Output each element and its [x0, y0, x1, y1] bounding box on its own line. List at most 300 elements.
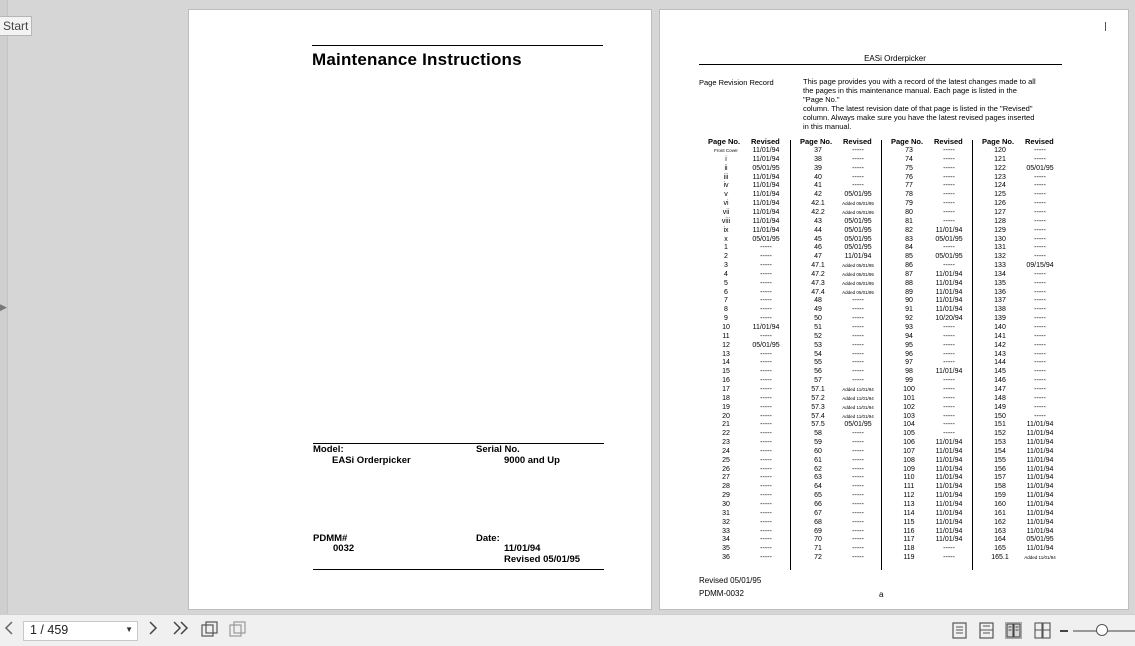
revision-date: -----	[943, 554, 955, 562]
revision-page-no: 12	[722, 341, 730, 349]
revision-date: -----	[852, 501, 864, 508]
revision-page-no: 123	[994, 173, 1006, 181]
revision-page-no: 89	[905, 288, 913, 296]
revision-page-no: 128	[994, 217, 1006, 225]
revision-page-no: 30	[722, 501, 730, 508]
revision-date: -----	[760, 421, 772, 429]
revision-date: -----	[760, 394, 772, 402]
revision-date: -----	[852, 306, 864, 314]
revision-date: -----	[1034, 182, 1046, 190]
description-line: in this manual.	[803, 121, 852, 131]
revision-page-no: 132	[994, 253, 1006, 261]
revision-date: -----	[943, 332, 955, 340]
revision-page-no: 1	[724, 244, 728, 252]
revision-date: -----	[760, 288, 772, 296]
page-number-select[interactable]	[23, 621, 138, 641]
revision-page-no: ix	[723, 226, 729, 234]
revision-page-no: 107	[903, 447, 915, 455]
pdmm-label: PDMM#	[313, 533, 348, 544]
revision-date: -----	[943, 244, 955, 252]
revision-page-no: 97	[905, 359, 913, 367]
revision-date: -----	[852, 173, 864, 181]
revision-page-no: 52	[814, 332, 822, 340]
start-tab[interactable]: Start	[0, 16, 32, 36]
revision-date: -----	[760, 244, 772, 252]
revision-date: -----	[852, 439, 864, 447]
revision-date: -----	[760, 509, 772, 517]
revision-page-no: 75	[905, 164, 913, 172]
revision-page-no: 57.1	[811, 385, 825, 393]
revision-page-no: 124	[994, 182, 1006, 190]
revision-page-no: 145	[994, 368, 1006, 376]
revision-date: -----	[852, 164, 864, 172]
column-header-revised: Revised	[934, 137, 963, 146]
revision-date: -----	[943, 421, 955, 429]
revision-page-no: 85	[905, 253, 913, 261]
revision-page-no: 86	[905, 262, 913, 270]
revision-date: -----	[1034, 403, 1046, 411]
revision-page-no: 109	[903, 465, 915, 473]
revision-page-no: 119	[903, 554, 915, 562]
revision-page-no: 47	[814, 253, 822, 261]
revision-page-no: 95	[905, 341, 913, 349]
date-label: Date:	[476, 533, 500, 544]
revision-page-no: 159	[994, 492, 1006, 500]
revision-date: -----	[760, 279, 772, 287]
revision-date: 09/15/94	[1026, 262, 1054, 270]
revision-date: Added 11/01/94	[842, 386, 874, 392]
revision-page-no: 99	[905, 377, 913, 385]
revision-date: -----	[943, 208, 955, 216]
revision-page-no: 69	[814, 527, 822, 535]
document-page-right	[659, 9, 1129, 610]
revision-date: Added 11/01/94	[1024, 555, 1056, 561]
revision-page-no: 41	[814, 182, 822, 190]
revision-page-no: 42.2	[811, 208, 825, 216]
revision-page-no: 140	[994, 324, 1006, 331]
revision-date: 05/01/95	[844, 235, 872, 243]
chevron-left-icon[interactable]	[2, 621, 16, 641]
revision-date: -----	[760, 474, 772, 482]
revision-page-no: 13	[722, 350, 730, 358]
revision-date: -----	[943, 173, 955, 181]
revision-date: -----	[943, 430, 955, 438]
revision-date: 11/01/94	[935, 474, 963, 482]
revision-page-no: iv	[723, 182, 729, 190]
revision-page-no: 68	[814, 518, 822, 526]
revision-date: -----	[852, 368, 864, 376]
title-rule	[312, 45, 603, 46]
revision-page-no: 81	[905, 217, 913, 225]
revision-page-no: 94	[905, 332, 913, 340]
revision-date: -----	[1034, 368, 1046, 376]
revision-page-no: 90	[905, 297, 913, 305]
serial-value: 9000 and Up	[504, 455, 560, 466]
revision-date: 11/01/94	[935, 509, 963, 517]
single-page-view-icon[interactable]	[951, 622, 968, 639]
revision-date: 11/01/94	[1026, 545, 1054, 553]
revision-page-no: 20	[722, 412, 730, 420]
revision-date: -----	[943, 394, 955, 402]
zoom-slider-handle[interactable]	[1096, 624, 1108, 636]
revision-date: 11/01/94	[752, 200, 780, 208]
revision-page-no: 76	[905, 173, 913, 181]
revision-page-no: 56	[814, 368, 822, 376]
revision-page-no: 136	[994, 288, 1006, 296]
revision-page-no: 149	[994, 403, 1006, 411]
revision-date: -----	[943, 217, 955, 225]
revision-page-no: Front Cover	[714, 148, 738, 153]
revision-page-no: 74	[905, 155, 913, 163]
revision-date: 11/01/94	[1026, 492, 1054, 500]
revision-date: -----	[760, 447, 772, 455]
revision-date: -----	[1034, 297, 1046, 305]
revision-date: -----	[1034, 173, 1046, 181]
revision-page-no: 26	[722, 465, 730, 473]
revision-date: 05/01/95	[1026, 164, 1054, 172]
revision-date: -----	[943, 377, 955, 385]
revision-date: 11/01/94	[1026, 421, 1054, 429]
revision-date: -----	[943, 350, 955, 358]
revision-date: -----	[852, 447, 864, 455]
revision-date: -----	[943, 385, 955, 393]
revision-date: -----	[760, 465, 772, 473]
revision-page-no: 161	[994, 509, 1006, 517]
revision-page-no: 137	[994, 297, 1006, 305]
revision-date: -----	[852, 456, 864, 464]
revision-page-no: 58	[814, 430, 822, 438]
chevron-right-icon[interactable]	[146, 621, 160, 641]
revision-page-no: 147	[994, 385, 1006, 393]
revision-date: 05/01/95	[752, 341, 780, 349]
revision-date: -----	[852, 315, 864, 323]
revision-date: 11/01/94	[935, 483, 963, 491]
revision-date: 11/01/94	[935, 279, 963, 287]
revision-date: 11/01/94	[1026, 509, 1054, 517]
chevron-down-icon[interactable]: ▼	[125, 625, 133, 634]
revision-date: -----	[943, 341, 955, 349]
revision-date: Added 11/01/94	[842, 395, 874, 401]
revision-date: 11/01/94	[935, 270, 963, 278]
revision-page-no: v	[724, 191, 728, 199]
revision-page-no: 156	[994, 465, 1006, 473]
revision-page-no: 14	[722, 359, 730, 367]
revision-page-no: 150	[994, 412, 1006, 420]
revision-page-no: 70	[814, 536, 822, 544]
revision-date: 05/01/95	[752, 235, 780, 243]
revision-page-no: 165.1	[991, 554, 1009, 562]
revision-date: -----	[943, 191, 955, 199]
revision-date: -----	[1034, 332, 1046, 340]
model-rule	[313, 443, 604, 444]
continuous-view-icon[interactable]	[978, 622, 995, 639]
revision-date: 11/01/94	[935, 492, 963, 500]
revision-page-no: 17	[722, 385, 730, 393]
record-description	[803, 78, 1065, 131]
revision-date: 11/01/94	[844, 253, 872, 261]
revision-page-no: 51	[814, 324, 822, 331]
revision-page-no: 135	[994, 279, 1006, 287]
revision-page-no: 125	[994, 191, 1006, 199]
revision-page-no: 87	[905, 270, 913, 278]
revision-date: -----	[852, 377, 864, 385]
revision-date: -----	[1034, 359, 1046, 367]
revision-page-no: 148	[994, 394, 1006, 402]
revision-page-no: 45	[814, 235, 822, 243]
revision-date: -----	[852, 509, 864, 517]
revision-page-no: 152	[994, 430, 1006, 438]
revision-page-no: 117	[903, 536, 915, 544]
revision-date: -----	[760, 483, 772, 491]
revision-page-no: 153	[994, 439, 1006, 447]
column-header-page-no: Page No.	[800, 137, 833, 146]
revision-date: Added 05/01/95	[842, 271, 874, 277]
revision-date: -----	[943, 200, 955, 208]
revision-page-no: 6	[724, 288, 728, 296]
revision-page-no: 71	[814, 545, 822, 553]
description-line: column. Always make sure you have the latest revised pages inserted	[803, 112, 1035, 122]
revision-page-no: 131	[994, 244, 1006, 252]
revision-page-no: 164	[994, 536, 1006, 544]
revision-date: 11/01/94	[935, 288, 963, 296]
revision-date: -----	[1034, 315, 1046, 323]
revision-date: Added 05/01/95	[842, 209, 874, 215]
revision-page-no: 33	[722, 527, 730, 535]
column-header-revised: Revised	[751, 137, 780, 146]
double-chevron-right-icon[interactable]	[171, 621, 191, 641]
revision-page-no: 72	[814, 554, 822, 562]
sidebar-expand-icon[interactable]: ▶	[0, 302, 7, 312]
revision-page-no: 35	[722, 545, 730, 553]
revision-page-no: 37	[814, 147, 822, 154]
revision-date: 05/01/95	[1026, 536, 1054, 544]
revision-page-no: 116	[903, 527, 915, 535]
revision-page-no: 110	[903, 474, 915, 482]
revision-date: -----	[852, 297, 864, 305]
revision-date: -----	[943, 164, 955, 172]
revision-page-no: 7	[724, 297, 728, 305]
bottom-toolbar	[0, 614, 1135, 646]
revision-page-no: 19	[722, 403, 730, 411]
revision-page-no: 108	[903, 456, 915, 464]
revision-page-no: 59	[814, 439, 822, 447]
revision-date: -----	[852, 536, 864, 544]
revision-date: -----	[852, 518, 864, 526]
revision-date: -----	[1034, 253, 1046, 261]
revision-page-no: 96	[905, 350, 913, 358]
revision-page-no: 141	[994, 332, 1006, 340]
revision-date: -----	[852, 359, 864, 367]
revision-date: -----	[760, 456, 772, 464]
revision-date: 11/01/94	[1026, 456, 1054, 464]
revision-date: -----	[760, 377, 772, 385]
revision-date: 11/01/94	[935, 306, 963, 314]
document-page-left	[188, 9, 652, 610]
date-rule	[313, 569, 604, 570]
revision-page-no: 47.3	[811, 279, 825, 287]
revision-date: -----	[760, 315, 772, 323]
revision-date: -----	[760, 527, 772, 535]
revision-date: -----	[760, 297, 772, 305]
revision-page-no: 73	[905, 147, 913, 154]
revision-date: -----	[1034, 208, 1046, 216]
revision-date: -----	[943, 155, 955, 163]
revision-page-no: 57.3	[811, 403, 825, 411]
revision-date: 05/01/95	[752, 164, 780, 172]
revision-date: 05/01/95	[844, 191, 872, 199]
revision-page-no: 53	[814, 341, 822, 349]
copy-page-icon[interactable]	[228, 621, 248, 641]
revision-date: 11/01/94	[1026, 483, 1054, 491]
revision-page-no: 38	[814, 155, 822, 163]
revision-page-no: 62	[814, 465, 822, 473]
revision-date: -----	[1034, 147, 1046, 154]
revision-page-no: 105	[903, 430, 915, 438]
revision-page-no: 21	[722, 421, 730, 429]
rotate-page-icon[interactable]	[200, 621, 220, 641]
revision-date: -----	[852, 474, 864, 482]
revision-date: -----	[1034, 341, 1046, 349]
revision-page-no: 104	[903, 421, 915, 429]
revision-date: -----	[852, 430, 864, 438]
revision-page-no: 129	[994, 226, 1006, 234]
revision-page-no: 91	[905, 306, 913, 314]
revision-page-no: 25	[722, 456, 730, 464]
column-header-page-no: Page No.	[891, 137, 924, 146]
revision-page-no: 138	[994, 306, 1006, 314]
revision-page-no: 60	[814, 447, 822, 455]
revision-date: 11/01/94	[752, 147, 780, 154]
revision-date: -----	[943, 147, 955, 154]
zoom-out-icon[interactable]	[1060, 630, 1068, 632]
revision-date: -----	[760, 439, 772, 447]
revision-date: 10/20/94	[935, 315, 963, 323]
revision-date: 11/01/94	[752, 182, 780, 190]
revision-page-no: 106	[903, 439, 915, 447]
revision-date: -----	[1034, 394, 1046, 402]
revision-date: -----	[943, 324, 955, 331]
footer-pdmm: PDMM-0032	[699, 589, 744, 598]
revision-page-no: 80	[905, 208, 913, 216]
revision-date: -----	[1034, 200, 1046, 208]
revision-page-no: 44	[814, 226, 822, 234]
revision-page-no: iii	[723, 173, 729, 181]
revision-date: -----	[1034, 385, 1046, 393]
two-page-view-icon[interactable]	[1005, 622, 1022, 639]
revision-date: 11/01/94	[1026, 430, 1054, 438]
revision-date: 05/01/95	[935, 253, 963, 261]
revision-date: -----	[852, 492, 864, 500]
page-corner-mark	[1105, 22, 1106, 31]
revision-date: 11/01/94	[1026, 518, 1054, 526]
revision-date: -----	[852, 545, 864, 553]
description-line: column. The latest revision date of that page is listed in the "Revised"	[803, 103, 1033, 113]
revision-date: -----	[852, 465, 864, 473]
revision-date: -----	[852, 182, 864, 190]
revision-page-no: 155	[994, 456, 1006, 464]
column-header-page-no: Page No.	[708, 137, 741, 146]
revision-date: -----	[760, 385, 772, 393]
column-divider	[790, 140, 791, 570]
revision-page-no: 16	[722, 377, 730, 385]
revision-date: -----	[1034, 217, 1046, 225]
revision-page-no: 122	[994, 164, 1006, 172]
two-page-continuous-view-icon[interactable]	[1034, 622, 1051, 639]
revision-page-no: 46	[814, 244, 822, 252]
revision-page-no: 27	[722, 474, 730, 482]
pdmm-value: 0032	[333, 543, 355, 554]
revision-page-no: 22	[722, 430, 730, 438]
model-value: EASi Orderpicker	[332, 455, 411, 466]
revision-page-no: 79	[905, 200, 913, 208]
revision-date: 11/01/94	[935, 368, 963, 376]
revision-page-no: 121	[994, 155, 1006, 163]
revision-date: 11/01/94	[752, 324, 780, 331]
revision-date: -----	[760, 430, 772, 438]
revision-date: -----	[1034, 412, 1046, 420]
revision-page-no: 42	[814, 191, 822, 199]
revision-page-no: 57.2	[811, 394, 825, 402]
revision-page-no: 142	[994, 341, 1006, 349]
revision-page-no: viii	[721, 217, 731, 225]
revision-page-no: vi	[723, 200, 729, 208]
revision-page-no: 88	[905, 279, 913, 287]
revision-page-no: 5	[724, 279, 728, 287]
revision-page-no: 8	[724, 306, 728, 314]
revision-page-no: 143	[994, 350, 1006, 358]
column-header-revised: Revised	[843, 137, 872, 146]
revision-page-no: 126	[994, 200, 1006, 208]
revision-date: -----	[760, 368, 772, 376]
revision-page-no: 57.4	[811, 412, 825, 420]
revision-page-no: 146	[994, 377, 1006, 385]
sidebar-strip[interactable]	[0, 0, 8, 614]
revision-page-no: 47.4	[811, 288, 825, 296]
revision-page-no: 134	[994, 270, 1006, 278]
revision-date: 05/01/95	[844, 217, 872, 225]
revision-page-no: 162	[994, 518, 1006, 526]
revision-page-no: ii	[724, 164, 728, 172]
revision-date: 11/01/94	[752, 155, 780, 163]
revision-page-no: 118	[903, 545, 915, 553]
revision-page-no: 31	[722, 509, 730, 517]
revision-page-no: 55	[814, 359, 822, 367]
record-title: Page Revision Record	[699, 78, 774, 87]
revision-page-no: 29	[722, 492, 730, 500]
revision-page-no: 67	[814, 509, 822, 517]
revision-page-no: 43	[814, 217, 822, 225]
revision-date: 05/01/95	[844, 421, 872, 429]
revision-date: Added 05/01/95	[842, 201, 874, 207]
revision-page-no: 111	[903, 483, 915, 491]
revision-date: -----	[760, 270, 772, 278]
revision-date: -----	[943, 545, 955, 553]
revision-page-no: 42.1	[811, 200, 825, 208]
revision-date: 11/01/94	[752, 208, 780, 216]
revision-date: -----	[852, 554, 864, 562]
column-divider	[972, 140, 973, 570]
revision-page-no: 48	[814, 297, 822, 305]
revision-page-no: 15	[722, 368, 730, 376]
revision-date: -----	[1034, 350, 1046, 358]
column-header-revised: Revised	[1025, 137, 1054, 146]
revision-page-no: 151	[994, 421, 1006, 429]
revision-date: -----	[1034, 279, 1046, 287]
revision-date: -----	[760, 412, 772, 420]
page-number-text: 1 / 459	[30, 623, 69, 637]
revision-date: -----	[852, 527, 864, 535]
serial-label: Serial No.	[476, 444, 520, 455]
